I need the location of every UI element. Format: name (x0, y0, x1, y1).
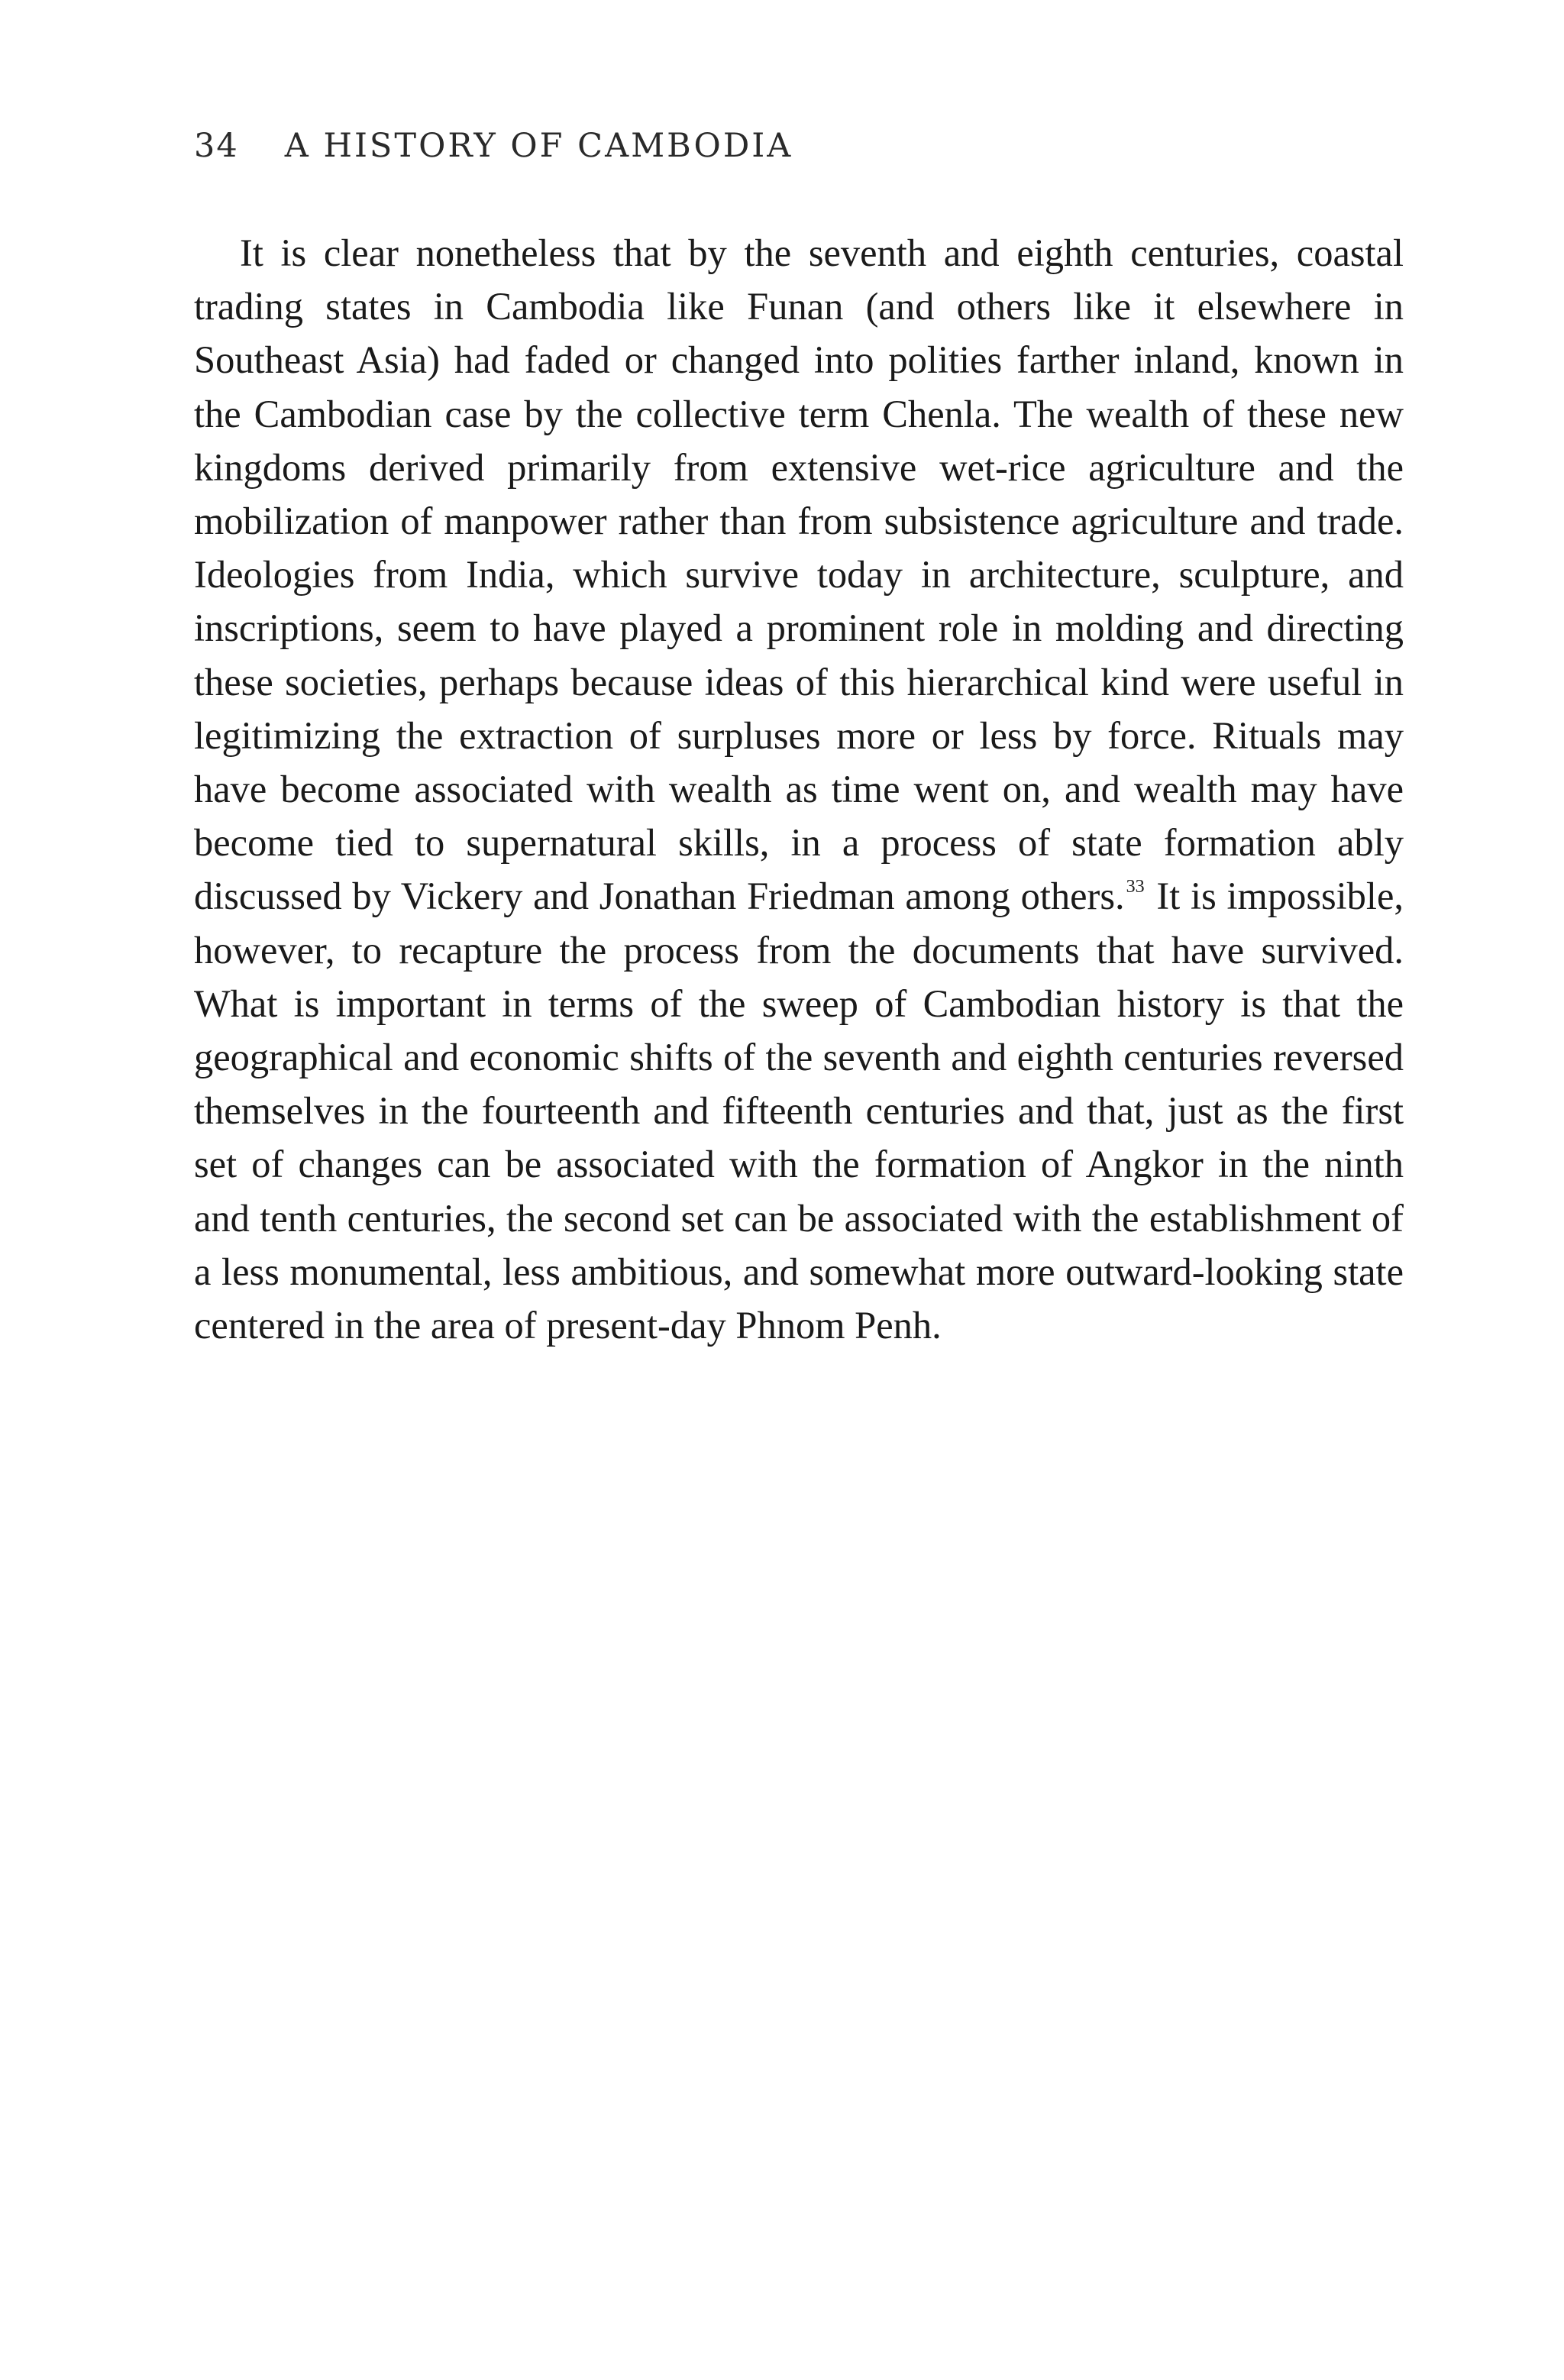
body-paragraph (194, 226, 1404, 1352)
running-head (194, 127, 793, 173)
page-number: 34 (194, 127, 239, 165)
footnote-reference: 33 (1126, 877, 1145, 897)
paragraph-text-part-2: It is impossible, however, to recapture the process from the documents that have survived. What is important in terms of the sweep of Cambodian history is that the geographical and economic shifts of the seventh and eighth centuries reversed themselves in the fourteenth and fifteenth centuries and that, just as the first set of changes can be associated with the formation of Angkor in the ninth and tenth centuries, the second set can be associated with the establishment of a less monumental, less ambitious, and somewhat more outward-looking state centered in the area of present-day Phnom Penh. (194, 875, 1404, 1347)
running-title: A HISTORY OF CAMBODIA (284, 127, 793, 165)
paragraph-text-part-1: It is clear nonetheless that by the seventh and eighth centuries, coastal trading states in Cambodia like Funan (and others like it elsewhere in Southeast Asia) had faded or changed into polities farther inland, known in the Cambodian case by the collective term Chenla. The wealth of these new kingdoms derived primarily from extensive wet-rice agriculture and the mobilization of manpower rather than from subsistence agriculture and trade. Ideologies from India, which survive today in architecture, sculpture, and inscriptions, seem to have played a prominent role in molding and directing these societies, perhaps because ideas of this hierarchical kind were useful in legitimizing the extraction of surpluses more or less by force. Rituals may have become associated with wealth as time went on, and wealth may have become tied to supernatural skills, in a process of state formation ably discussed by Vickery and Jonathan Friedman among others. (194, 231, 1404, 918)
